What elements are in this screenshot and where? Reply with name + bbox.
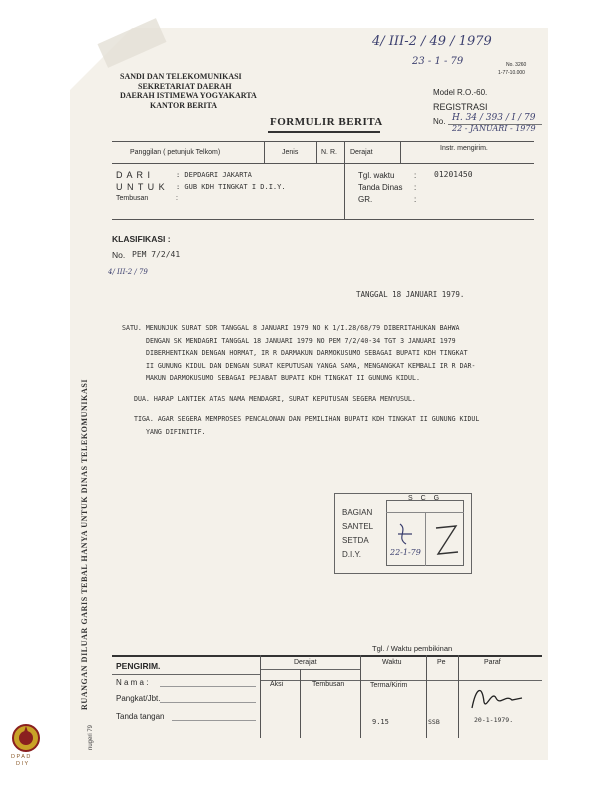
- handwritten-code: 4/ III-2 / 49 / 1979: [372, 34, 492, 49]
- org-line-3: DAERAH ISTIMEWA YOGYAKARTA: [120, 91, 257, 100]
- tanda-tangan-label: Tanda tangan: [116, 712, 165, 721]
- derajat-label: Derajat: [294, 659, 317, 666]
- side-notice: RUANGAN DILUAR GARIS TEBAL HANYA UNTUK DINAS TELEKOMUNIKASI: [80, 378, 89, 710]
- col-nr: N. R.: [321, 149, 337, 156]
- col-instr: Instr. mengirim.: [440, 145, 488, 152]
- message-line: II GUNUNG KIDUL DAN DENGAN SURAT KEPUTUSAN YANGA SAMA, MENGANGKAT KEMBALI IR R DAR-: [146, 361, 476, 370]
- org-line-4: KANTOR BERITA: [150, 100, 218, 110]
- tgl-waktu-value: 01201450: [434, 170, 473, 179]
- tanda-dinas-label: Tanda Dinas: [358, 183, 403, 192]
- message-line: TIGA. AGAR SEGERA MEMPROSES PENCALONAN DAN PEMILIHAN BUPATI KDH TINGKAT II GUNUNG KIDUL: [134, 415, 480, 423]
- registrasi-no-label: No.: [433, 117, 446, 126]
- dari-value: : DEPDAGRI JAKARTA: [176, 171, 252, 179]
- handwritten-date: 23 - 1 - 79: [412, 56, 464, 67]
- paraf-signature-icon: [466, 680, 526, 714]
- nama-label: N a m a :: [116, 678, 149, 687]
- tgl-colon: :: [414, 171, 417, 180]
- form-title: FORMULIR BERITA: [270, 116, 383, 128]
- dari-label: D A R I: [116, 170, 152, 180]
- gr-label: GR.: [358, 195, 373, 204]
- terima-kirim-label: Terma/Kirim: [370, 682, 408, 689]
- untuk-label: U N T U K: [116, 182, 166, 192]
- message-line: DIBERHENTIKAN DENGAN HORMAT, IR R DARMAKUN DARMOKUSUMO SEBAGAI BUPATI KDH TINGKAT: [146, 349, 468, 357]
- stamp-header: S C G: [408, 495, 443, 502]
- col-derajat: Derajat: [350, 149, 373, 156]
- klasifikasi-label: KLASIFIKASI :: [112, 234, 171, 244]
- message-date: TANGGAL 18 JANUARI 1979.: [356, 290, 465, 299]
- stamp-hand-date: 22-1-79: [390, 548, 421, 557]
- paraf-date: 20-1-1979.: [474, 716, 514, 724]
- model-label: Model R.O.-60.: [433, 88, 488, 97]
- print-code: No. 3260: [506, 62, 527, 68]
- tanda-colon: :: [414, 183, 417, 192]
- message-line: DUA. HARAP LANTIEK ATAS NAMA MENDAGRI, SURAT KEPUTUSAN SEGERA MENYUSUL.: [134, 394, 416, 403]
- registrasi-label: REGISTRASI: [433, 102, 488, 112]
- pe-value: SSB: [428, 718, 440, 726]
- message-body: [122, 322, 479, 438]
- klasifikasi-no-value: PEM 7/2/41: [132, 250, 181, 259]
- col-panggilan: Panggilan ( petunjuk Telkom): [130, 149, 221, 156]
- message-line: YANG DIFINITIF.: [146, 427, 206, 436]
- paraf-label: Paraf: [484, 659, 501, 666]
- tembusan-col-label: Tembusan: [312, 681, 345, 688]
- registrasi-no-value: H. 34 / 393 / I / 79: [452, 113, 536, 123]
- stamp-text: [342, 506, 373, 562]
- message-line: SATU. MENUNJUK SURAT SDR TANGGAL 8 JANUARI 1979 NO K 1/I.28/68/79 DIBERITAHUKAN BAHWA: [122, 324, 460, 332]
- stamp-line-4: D.I.Y.: [342, 550, 361, 559]
- side-note: nugeri 79: [88, 724, 94, 750]
- logo-text-2: DIY: [16, 761, 30, 767]
- klasifikasi-hand-note: 4/ III-2 / 79: [108, 268, 148, 276]
- col-jenis: Jenis: [282, 149, 299, 156]
- message-line: DENGAN SK MENDAGRI TANGGAL 18 JANUARI 1979 NO PEM 7/2/40-34 TGT 3 JANUARI 1979: [146, 336, 456, 345]
- tgl-waktu-pembikinan-label: Tgl. / Waktu pembikinan: [372, 644, 453, 653]
- aksi-label: Aksi: [270, 681, 284, 688]
- print-qty: 1-77-10.000: [498, 70, 525, 76]
- waktu-value: 9.15: [372, 718, 389, 726]
- message-line: MAKUN DARMOKUSUMO SEBAGAI PEJABAT BUPATI KDH TINGKAT II GUNUNG KIDUL.: [146, 374, 420, 382]
- untuk-value: : GUB KDH TINGKAT I D.I.Y.: [176, 183, 286, 191]
- gr-colon: :: [414, 195, 417, 204]
- logo-text-1: DPAD: [11, 754, 32, 760]
- pangkat-label: Pangkat/Jbt.: [116, 694, 161, 703]
- org-line-1: SANDI DAN TELEKOMUNIKASI: [120, 72, 242, 81]
- org-line-2: SEKRETARIAT DAERAH: [138, 81, 232, 91]
- stamp-signature-icon: [430, 520, 462, 560]
- tembusan-value: :: [176, 195, 178, 202]
- tembusan-label: Tembusan: [116, 195, 149, 202]
- stamp-line-1: BAGIAN: [342, 508, 373, 517]
- klasifikasi-no-label: No.: [112, 250, 126, 260]
- tgl-waktu-label: Tgl. waktu: [358, 171, 395, 180]
- stamp-initial-icon: [392, 520, 422, 548]
- stamp-line-2: SANTEL: [342, 522, 374, 531]
- registrasi-date: 22 - JANUARI - 1979: [452, 124, 536, 133]
- pengirim-label: PENGIRIM.: [116, 661, 161, 671]
- org-header: [120, 72, 257, 110]
- pe-label: Pe: [437, 659, 446, 666]
- waktu-label: Waktu: [382, 659, 402, 666]
- stamp-line-3: SETDA: [342, 536, 369, 545]
